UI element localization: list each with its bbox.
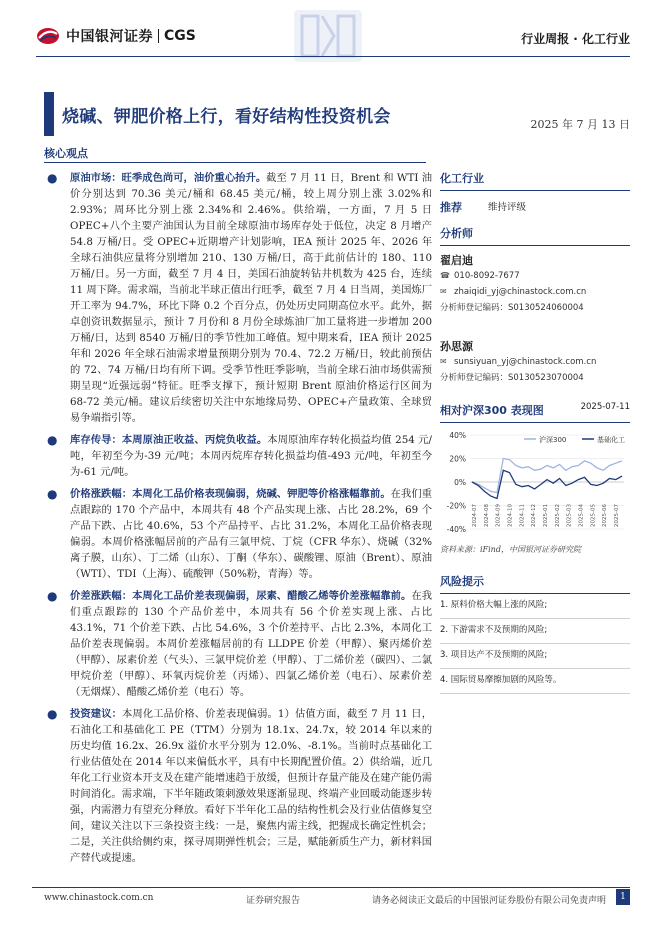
sidebar (440, 170, 630, 694)
footer-label: 证券研究报告 (246, 896, 301, 906)
report-title: 烧碱、钾肥价格上行，看好结构性投资机会 (62, 107, 391, 127)
y-tick-label: 0% (454, 478, 466, 487)
title-accent-bar (44, 92, 54, 136)
paragraph-spread-change (44, 588, 432, 700)
legend-label: 基础化工 (597, 436, 625, 444)
paragraph-text: 在我们重点跟踪的 170 个产品中，本周共有 48 个产品实现上涨、占比 28.2%，69 个产品下跌、占比 40.6%，53 个产品持平、占比 31.2%，本周化工品价格表现偏弱。本周价格涨幅居前的产品有三氯甲烷、丁烷（CFR 华东）、烧碱（32%离子膜，山东）、丁二烯（山东）、丁酮（华东）、碳酸锂、原油（Brent）、原油（WTI）、TDI（上海）、硫酸钾（50%粉，青海）等。 (70, 488, 433, 580)
risk-item: 4. 国际贸易摩擦加剧的风险等。 (440, 669, 630, 694)
y-tick-label: -40% (446, 525, 466, 534)
analyst-card (440, 338, 630, 386)
x-tick-label: 2025-06 (602, 504, 609, 527)
series-line-hs300 (472, 459, 622, 493)
chart-header (440, 402, 630, 423)
core-view-label: 核心观点 (44, 147, 88, 160)
paragraph-lead: 价格涨跌幅：本周化工品价格表现偏弱，烧碱、钾肥等价格涨幅靠前。 (70, 488, 391, 500)
paragraph-text: 在我们重点跟踪的 130 个产品价差中，本周共有 56 个价差实现上涨、占比 43.1%，71 个价差下跌、占比 54.6%，3 个价差持平、占比 2.3%，本周化工品价差表现偏弱。本周价差涨幅居前的有 LLDPE 价差（甲醇）、聚丙烯价差（甲醇）、尿素价差（气头）、三氯甲烷价差（甲醇）、丁二烯价差（碳四）、二氯甲烷价差（甲醇）、环氧丙烷价差（丙烯）、四氯乙烯价差（电石）、尿素价差（无烟煤）、醋酸乙烯价差（电石）等。 (70, 590, 433, 698)
risk-item: 2. 下游需求不及预期的风险; (440, 619, 630, 644)
report-date: 2025 年 7 月 13 日 (530, 118, 630, 131)
header-divider (36, 56, 630, 57)
chart-canvas (440, 427, 630, 542)
brand-abbreviation: CGS (164, 28, 196, 44)
risk-list (440, 594, 630, 694)
analyst-registration: 分析师登记编码：S0130523070004 (440, 373, 584, 383)
chart-source: 资料来源：iFind，中国银河证券研究院 (440, 545, 581, 554)
brand-separator (158, 29, 159, 43)
brand-name: 中国银河证券 (66, 29, 153, 45)
paragraph-text: 截至 7 月 11 日，Brent 和 WTI 油价分别达到 70.36 美元/桶和 68.45 美元/桶，较上周分别上涨 3.02%和 2.93%；周环比分别上涨 2.34%和 2.46%。供给端，一方面，7 月 5 日 OPEC+八个主要产油国认为目前全球原油市场库存处于低位，决定 8 月增产 54.8 万桶/日。受 OPEC+近期增产计划影响，IEA 预计 2025 年、2026 年全球石油供应量将分别增加 210、130 万桶/日，高于此前估计的 180、110 万桶/日。另一方面，截至 7 月 4 日，美国石油旋转钻井机数为 425 台，连续 11 周下降。需求端，当前北半球正值出行旺季，截至 7 月 4 日当周，美国炼厂开工率为 94.7%，环比下降 0.2 个百分点，仍处历史同期高位水平。此外，据卓创资讯数据显示，预计 7 月份和 8 月份全球炼油厂加工量将进一步增加 200 万桶/日，达到 8540 万桶/日的季节性加工峰值。短中期来看，IEA 预计 2025 年和 2026 年全球石油需求增量预期分别为 70.4、72.2 万桶/日，较此前预估的 72、74 万桶/日均有所下调。受季节性旺季影响，当前全球石油市场供需预期呈现“近强远弱”特征。旺季支撑下，预计短期 Brent 原油价格运行区间为 68-72 美元/桶。建议后续密切关注中东地缘局势、OPEC+产量政策、全球贸易争端指引等。 (70, 172, 433, 424)
mail-icon: ✉ (440, 357, 447, 366)
analyst-email[interactable] (440, 284, 630, 300)
series-line-basic-chem (472, 470, 622, 498)
x-tick-label: 2025-02 (554, 504, 561, 527)
risk-item: 1. 原料价格大幅上涨的风险; (440, 594, 630, 619)
rating-value: 维持评级 (488, 202, 527, 213)
x-tick-label: 2025-05 (590, 504, 597, 527)
core-view-divider (44, 162, 426, 163)
x-tick-label: 2024-09 (495, 504, 502, 527)
watermark-emblem-icon (288, 6, 368, 66)
rating-row (440, 199, 630, 215)
analyst-registration: 分析师登记编码：S0130524060004 (440, 303, 584, 313)
galaxy-logo-icon (36, 26, 60, 46)
paragraph-text: 本周化工品价格、价差表现偏弱。1）估值方面，截至 7 月 11 日，石油化工和基础化工 PE（TTM）分别为 18.1x、24.7x，较 2014 年以来的历史均值 16.2x、26.9x 溢价水平分别为 12.0%、-8.1%。当前时点基础化工行业估值处在 2014 年以来偏低水平，具有中长期配置价值。2）供给端，近几年化工行业资本开支及在建产能增速趋于放缓，但预计存量产能及在建产能仍需时间消化。需求端，下半年随政策刺激效果逐渐显现、终端产业回暖动能逐步转强，内需潜力有望充分释放。看好下半年化工品的结构性机会及行业估值修复空间，建议关注以下三条投资主线：一是，聚焦内需主线，把握成长确定性机会；二是，关注供给侧约束，探寻周期弹性机会；三是，赋能新质生产力，新材料国产替代或提速。 (70, 708, 432, 864)
analyst-card (440, 252, 630, 316)
report-type: 行业周报 · 化工行业 (521, 32, 630, 46)
x-tick-label: 2025-07 (614, 504, 620, 527)
page-header (0, 0, 662, 72)
chart-date: 2025-07-11 (580, 402, 630, 412)
y-tick-label: 40% (449, 431, 466, 440)
analyst-name: 翟启迪 (440, 254, 473, 267)
footer-divider (32, 887, 630, 888)
core-view-body (44, 170, 432, 872)
paragraph-lead: 投资建议： (70, 708, 122, 720)
x-tick-label: 2024-12 (531, 504, 538, 527)
paragraph-price-change (44, 486, 432, 582)
paragraph-investment-advice (44, 706, 432, 866)
analyst-email[interactable] (440, 354, 630, 370)
bullet-icon: ● (47, 589, 58, 603)
x-tick-label: 2024-08 (483, 504, 490, 527)
analyst-phone-value: 010-8092-7677 (454, 271, 520, 281)
analyst-phone (440, 268, 630, 284)
analyst-title: 分析师 (440, 225, 630, 246)
paragraph-lead: 库存传导：本周原油正收益、丙烷负收益。 (70, 434, 268, 446)
risk-item: 3. 项目达产不及预期的风险; (440, 644, 630, 669)
paragraph-crude-oil (44, 170, 432, 426)
analyst-email-value[interactable]: zhaiqidi_yj@chinastock.com.cn (454, 287, 587, 297)
legend-label: 沪深300 (539, 436, 567, 444)
chart-title: 相对沪深300 表现图 (440, 404, 544, 417)
x-tick-label: 2025-03 (566, 504, 573, 527)
bullet-icon: ● (47, 171, 58, 185)
x-tick-label: 2025-01 (543, 504, 549, 527)
phone-icon: ☎ (440, 271, 450, 280)
analyst-name: 孙思源 (440, 340, 473, 353)
footer-disclaimer: 请务必阅读正文最后的中国银河证券股份有限公司免责声明 (372, 896, 607, 906)
paragraph-inventory (44, 432, 432, 480)
bullet-icon: ● (47, 433, 58, 447)
paragraph-text: 本周原油库存转化损益均值 254 元/吨，年初至今为-39 元/吨；本周丙烷库存转化损益均值-493 元/吨，年初至今为-61 元/吨。 (70, 434, 433, 478)
bullet-icon: ● (47, 487, 58, 501)
analyst-email-value[interactable]: sunsiyuan_yj@chinastock.com.cn (454, 357, 597, 367)
footer-url[interactable]: www.chinastock.com.cn (44, 893, 154, 903)
brand-logo (36, 26, 196, 46)
page-number: 1 (616, 889, 630, 905)
paragraph-lead: 原油市场：旺季成色尚可，油价重心抬升。 (70, 172, 267, 184)
x-tick-label: 2024-10 (507, 504, 514, 527)
industry-title: 化工行业 (440, 170, 630, 191)
x-tick-label: 2025-04 (578, 504, 585, 527)
y-tick-label: -20% (446, 501, 466, 511)
rating-label: 推荐 (440, 201, 462, 214)
risk-title: 风险提示 (440, 573, 630, 594)
paragraph-lead: 价差涨跌幅：本周化工品价差表现偏弱，尿素、醋酸乙烯等价差涨幅靠前。 (70, 590, 412, 602)
x-tick-label: 2024-07 (472, 504, 478, 527)
bullet-icon: ● (47, 707, 58, 721)
mail-icon: ✉ (440, 287, 447, 296)
y-tick-label: 20% (449, 454, 466, 464)
relative-performance-chart (440, 427, 630, 542)
x-tick-label: 2024-11 (519, 504, 526, 527)
